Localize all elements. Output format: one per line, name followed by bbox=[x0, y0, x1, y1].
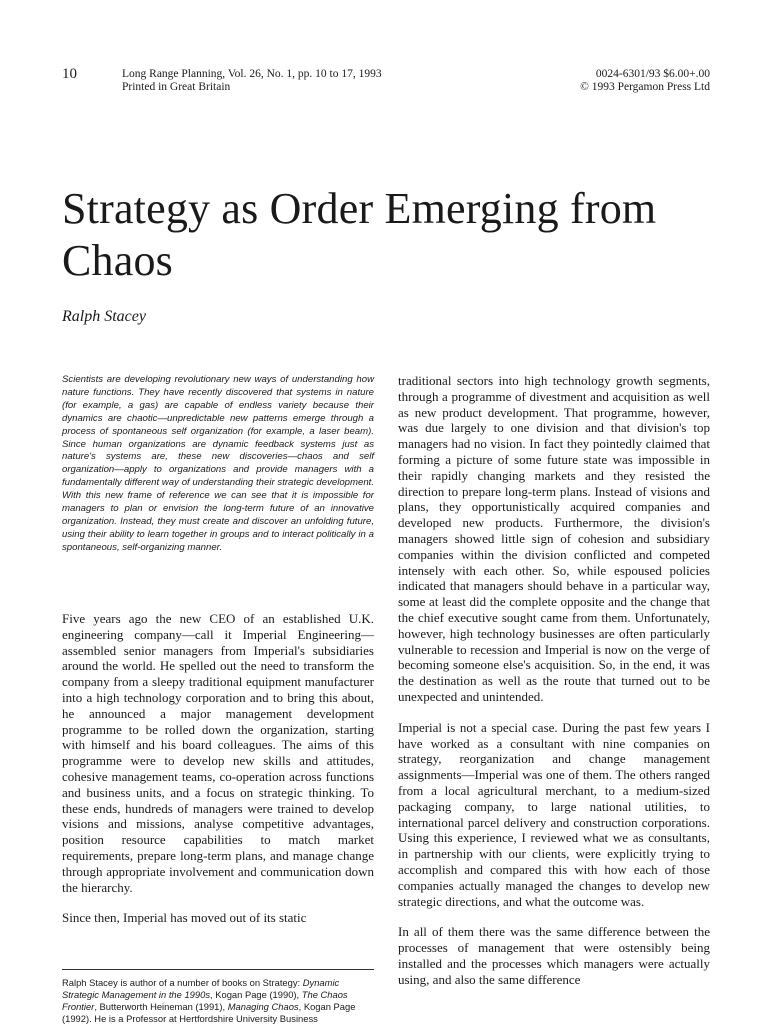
abstract: Scientists are developing revolutionary new ways of understanding how nature functions. They have recently discovered that systems in nature (for example, a gas) are capable of endless variety because their dynamics are chaotic—unpredictable new patterns emerge through a process of spontaneous self organization (for example, a laser beam). Since human organizations are dynamic feedback systems just as nature's systems are, these new discoveries—chaos and self organization—apply to organizations and provide managers with a fundamentally different way of understanding their strategic development. With this new frame of reference we can see that it is impossible for managers to plan or envision the long-term future of an innovative organization. Instead, they must create and discover an unfolding future, using their ability to learn together in groups and to interact politically in a spontaneous, self-organizing manner. bbox=[62, 374, 374, 553]
journal-line: Long Range Planning, Vol. 26, No. 1, pp. 10 to 17, 1993 bbox=[122, 68, 382, 80]
copyright-line: © 1993 Pergamon Press Ltd bbox=[580, 81, 710, 93]
footnote-text: , Butterworth Heineman (1991), bbox=[94, 1001, 228, 1012]
footnote-book-title: Dynamic Strategic Management in the 1990s bbox=[62, 977, 340, 1000]
footnote-book-title: The Chaos Frontier bbox=[62, 989, 348, 1012]
author-footnote bbox=[62, 977, 374, 1025]
article-title: Strategy as Order Emerging from Chaos bbox=[62, 184, 657, 285]
right-column bbox=[398, 373, 710, 1002]
paragraph: Five years ago the new CEO of an established U.K. engineering company—call it Imperial Engineering—assembled senior managers from Imperial's subsidiaries around the world. He spelled out the need to transform the company from a sleepy traditional equipment manufacturer into a high technology corporation and to bring this about, he announced a major management development programme to be rolled down the organization, starting with himself and his board colleagues. The aims of this programme were to develop new skills and attitudes, cohesive management teams, co-operation across functions and business units, and a focus on strategic thinking. To these ends, hundreds of managers were trained to develop visions and missions, analyse competitive advantages, position resource capabilities to match market requirements, prepare long-term plans, and manage change through appropriate involvement and communication down the hierarchy. bbox=[62, 611, 374, 895]
issn-code: 0024-6301/93 $6.00+.00 bbox=[595, 68, 710, 80]
paragraph: Since then, Imperial has moved out of its static bbox=[62, 910, 307, 926]
author-name: Ralph Stacey bbox=[62, 308, 146, 325]
footnote-divider bbox=[62, 969, 374, 970]
left-column bbox=[62, 611, 374, 941]
paragraph: In all of them there was the same difference between the processes of management that were ostensibly being installed and the processes which managers were actually using, and also the same difference bbox=[398, 924, 710, 987]
printed-line: Printed in Great Britain bbox=[122, 81, 231, 93]
footnote-text: , Kogan Page (1992). He is a Professor at Hertfordshire University Business bbox=[62, 1001, 356, 1024]
paragraph: Imperial is not a special case. During the past few years I have worked as a consultant with nine companies on strategy, reorganization and change management assignments—Imperial was one of them. The others ranged from a local agricultural merchant, to a medium-sized packaging company, to large national utilities, to international parcel delivery and construction corporations. Using this experience, I reviewed what we as consultants, in partnership with our clients, were explicitly trying to accomplish and compared this with how each of those companies actually managed the changes to develop new strategic directions, and what the outcome was. bbox=[398, 719, 710, 909]
journal-citation bbox=[122, 68, 382, 94]
page-number: 10 bbox=[62, 66, 77, 82]
footnote-text: , Kogan Page (1990), bbox=[210, 989, 302, 1000]
copyright-block bbox=[580, 68, 710, 94]
footnote-text: Ralph Stacey is author of a number of books on Strategy: bbox=[62, 977, 303, 988]
footnote-book-title: Managing Chaos bbox=[227, 1001, 299, 1012]
paragraph: traditional sectors into high technology growth segments, through a programme of divestment and acquisition as well as new product development. That programme, however, was due largely to one division and that division's top managers had no vision. In fact they pointedly claimed that forming a picture of some future state was impossible in their rapidly changing markets and they resisted the direction to prepare long-term plans. Instead of visions and plans, they opportunistically acquired companies and developed new products. Furthermore, the division's managers showed little sign of cohesion and subsidiary companies within the division conflicted and competed intensely with each other. So, while espoused policies indicated that managers should behave in a particular way, some at least did the complete opposite and the change that the chief executive sought came from them. Unfortunately, however, high technology businesses are often particularly vulnerable to recession and Imperial is now on the verge of becoming someone else's acquisition. So, in the end, it was the destination as well as the route that turned out to be unexpected and unintended. bbox=[398, 373, 710, 704]
